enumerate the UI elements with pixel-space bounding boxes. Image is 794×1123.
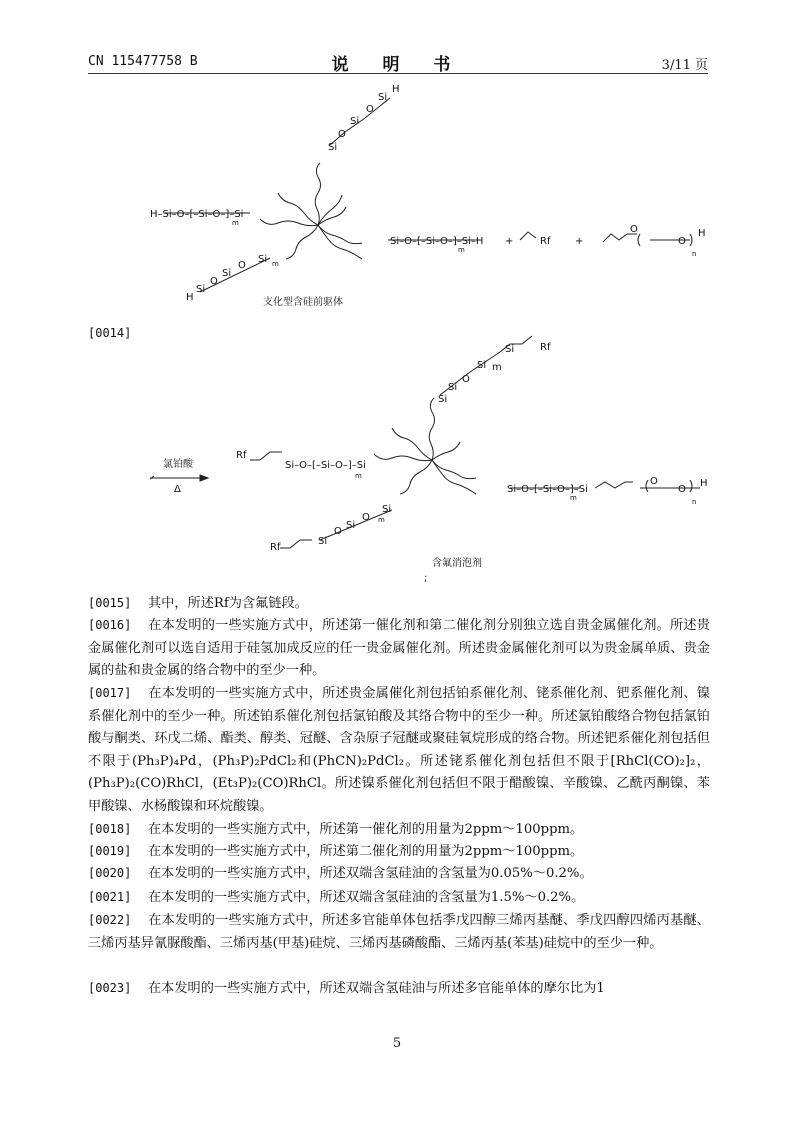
paragraph	[88, 886, 710, 910]
svg-text:Si–O–[–Si–O–]–Si: Si–O–[–Si–O–]–Si	[285, 460, 366, 471]
svg-text:Rf: Rf	[270, 542, 281, 553]
svg-text:H: H	[186, 292, 194, 303]
paragraph-number: [0018]	[88, 822, 132, 836]
plus-sign-2: +	[575, 236, 584, 247]
figure2-structure	[150, 336, 700, 548]
svg-text:Si: Si	[258, 254, 268, 265]
paragraph-number: [0015]	[88, 596, 132, 610]
svg-text:Si: Si	[196, 284, 206, 295]
svg-text:O: O	[334, 526, 342, 537]
paragraph	[88, 909, 710, 955]
paragraph-text: 在本发明的一些实施方式中，所述多官能单体包括季戊四醇三烯丙基醚、季戊四醇四烯丙基醚、三烯丙基异氰脲酸酯、三烯丙基(甲基)硅烷、三烯丙基磷酸酯、三烯丙基(苯基)硅烷中的至少一种。	[88, 913, 710, 951]
svg-text:H: H	[700, 478, 708, 489]
paragraph	[88, 862, 710, 886]
arrow-bottom-label: Δ	[174, 484, 181, 495]
paragraph-tag-0014: [0014]	[88, 326, 132, 340]
svg-text:n: n	[692, 498, 697, 506]
svg-text:m: m	[378, 516, 385, 524]
paragraph-text: 在本发明的一些实施方式中，所述第二催化剂的用量为2ppm～100ppm。	[148, 844, 584, 859]
svg-text:H: H	[698, 228, 706, 239]
figure2-semicolon: ;	[424, 573, 428, 584]
paragraph-text: 在本发明的一些实施方式中，所述第一催化剂的用量为2ppm～100ppm。	[148, 822, 584, 837]
svg-text:O: O	[650, 476, 658, 487]
plus-sign-1: +	[505, 236, 514, 247]
svg-text:Si: Si	[448, 382, 458, 393]
figure1-caption: 支化型含硅前驱体	[263, 297, 343, 308]
page-number: 5	[392, 1036, 402, 1051]
document-title: 说 明 书	[331, 55, 465, 75]
paragraph-number: [0017]	[88, 686, 132, 700]
svg-text:m: m	[232, 219, 239, 227]
svg-text:O: O	[362, 512, 370, 523]
svg-text:O: O	[238, 260, 246, 271]
paragraph-text: 在本发明的一些实施方式中，所述第一催化剂和第二催化剂分别独立选自贵金属催化剂。所述贵金属催化剂可以选自适用于硅氢加成反应的任一贵金属催化剂。所述贵金属催化剂可以为贵金属单质、贵金属的盐和贵金属的络合物中的至少一种。	[88, 618, 710, 679]
svg-text:O: O	[462, 374, 470, 385]
arrow-top-label: 氯铂酸	[163, 459, 193, 470]
patent-number: CN 115477758 B	[88, 54, 198, 69]
reagent-rf-label: Rf	[540, 236, 551, 247]
paragraph-text: 在本发明的一些实施方式中，所述贵金属催化剂包括铂系催化剂、铑系催化剂、钯系催化剂、镍系催化剂中的至少一种。所述铂系催化剂包括氯铂酸及其络合物中的至少一种。所述氯铂酸络合物包括氯铂酸与酮类、环戊二烯、酯类、醇类、冠醚、含杂原子冠醚或聚硅氧烷形成的络合物。所述钯系催化剂包括但不限于(Ph₃P)₄Pd，(Ph₃P)₂PdCl₂和(PhCN)₂PdCl₂。所述铑系催化剂包括但不限于[RhCl(CO)₂]₂，(Ph₃P)₂(CO)RhCl，(Et₃P)₂(CO)RhCl。所述镍系催化剂包括但不限于醋酸镍、辛酸镍、乙酰丙酮镍、苯甲酸镍、水杨酸镍和环烷酸镍。	[88, 686, 710, 814]
svg-text:O: O	[678, 484, 686, 495]
svg-text:Si: Si	[477, 360, 487, 371]
svg-text:Si: Si	[318, 536, 328, 547]
svg-text:Si: Si	[505, 344, 515, 355]
svg-text:O: O	[210, 276, 218, 287]
paragraph	[88, 977, 710, 1001]
svg-text:Si–O–[–Si–O–]–Si–H: Si–O–[–Si–O–]–Si–H	[390, 236, 484, 247]
paragraph-text: 在本发明的一些实施方式中，所述双端含氢硅油与所述多官能单体的摩尔比为1	[148, 981, 605, 996]
svg-text:Si: Si	[378, 92, 388, 103]
paragraph-number: [0016]	[88, 618, 132, 632]
paragraph-text: 在本发明的一些实施方式中，所述双端含氢硅油的含氢量为0.05%～0.2%。	[148, 866, 593, 881]
svg-text:Si–O–[–Si–O–]–Si: Si–O–[–Si–O–]–Si	[507, 484, 588, 495]
svg-text:Si: Si	[328, 142, 338, 153]
page-indicator: 3/11 页	[661, 58, 708, 73]
svg-text:m: m	[355, 472, 362, 480]
paragraph-number: [0023]	[88, 981, 132, 995]
paragraph-number: [0021]	[88, 890, 132, 904]
svg-text:Si: Si	[382, 504, 392, 515]
svg-text:O: O	[338, 129, 346, 140]
paragraph-number: [0020]	[88, 866, 132, 880]
figure2-caption: 含氟消泡剂	[432, 558, 482, 569]
paragraph	[88, 614, 710, 683]
svg-text:Rf: Rf	[236, 450, 247, 461]
paragraph	[88, 818, 710, 842]
svg-text:m: m	[458, 246, 465, 254]
paragraph	[88, 840, 710, 864]
svg-text:O: O	[678, 236, 686, 247]
svg-text:H: H	[392, 84, 400, 95]
paragraph-number: [0022]	[88, 913, 132, 927]
svg-text:m: m	[272, 260, 279, 268]
svg-text:Si: Si	[350, 116, 360, 127]
svg-text:Si: Si	[346, 520, 356, 531]
svg-text:Si: Si	[438, 394, 448, 405]
paragraph	[88, 682, 710, 819]
paragraph	[88, 592, 710, 616]
svg-text:O: O	[630, 224, 638, 235]
paragraph-number: [0019]	[88, 844, 132, 858]
svg-text:m: m	[492, 362, 502, 373]
svg-text:m: m	[570, 494, 577, 502]
svg-text:n: n	[692, 250, 697, 258]
svg-text:Si: Si	[222, 268, 232, 279]
paragraph-text: 在本发明的一些实施方式中，所述双端含氢硅油的含氢量为1.5%～0.2%。	[148, 890, 585, 905]
paragraph-text: 其中，所述Rf为含氟链段。	[148, 596, 308, 611]
svg-text:Rf: Rf	[540, 342, 551, 353]
svg-text:O: O	[366, 104, 374, 115]
svg-text:H–Si–O–[–Si–O–]–Si: H–Si–O–[–Si–O–]–Si	[150, 209, 244, 220]
